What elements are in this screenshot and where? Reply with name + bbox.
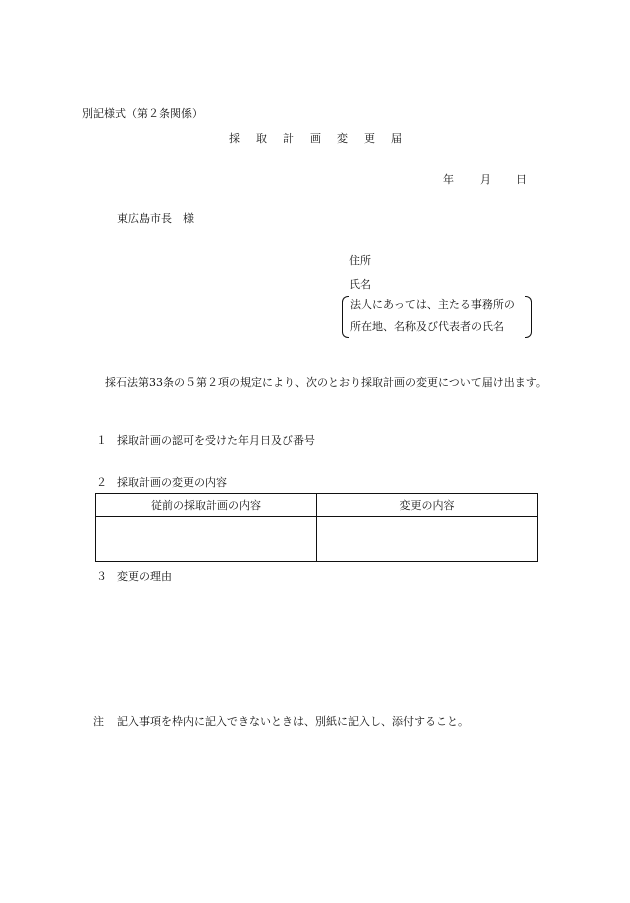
item-label: 変更の理由	[117, 570, 172, 583]
recipient: 東広島市長 様	[117, 212, 194, 225]
column-header-changed: 変更の内容	[317, 494, 538, 517]
cell-changed-content[interactable]	[317, 517, 538, 562]
address-label: 住所	[349, 254, 371, 267]
date-line	[443, 173, 527, 186]
date-day-label: 日	[516, 173, 527, 186]
corporate-note-bracket	[342, 296, 532, 338]
table-header-row	[96, 494, 538, 517]
corporate-note-line1: 法人にあっては、主たる事務所の	[350, 298, 515, 311]
date-month-label: 月	[480, 173, 491, 186]
name-label: 氏名	[349, 278, 371, 291]
form-reference: 別記様式（第２条関係）	[82, 107, 203, 120]
left-bracket	[342, 296, 349, 338]
item-1	[96, 434, 315, 447]
right-bracket	[525, 296, 532, 338]
item-number: ３	[96, 570, 107, 583]
footnote	[93, 715, 469, 728]
date-year-label: 年	[443, 173, 454, 186]
column-header-previous: 従前の採取計画の内容	[96, 494, 317, 517]
footnote-text: 記入事項を枠内に記入できないときは、別紙に記入し、添付すること。	[117, 715, 469, 728]
cell-previous-content[interactable]	[96, 517, 317, 562]
item-3	[96, 570, 172, 583]
item-2	[96, 476, 227, 489]
corporate-note-line2: 所在地、名称及び代表者の氏名	[350, 320, 504, 333]
item-number: １	[96, 434, 107, 447]
item-label: 採取計画の変更の内容	[117, 476, 227, 489]
item-label: 採取計画の認可を受けた年月日及び番号	[117, 434, 315, 447]
body-paragraph: 採石法第33条の５第２項の規定により、次のとおり採取計画の変更について届け出ます。	[105, 376, 547, 389]
changes-table	[95, 493, 538, 562]
page-title: 採取計画変更届	[229, 132, 418, 145]
item-number: ２	[96, 476, 107, 489]
table-row	[96, 517, 538, 562]
footnote-label: 注	[93, 715, 104, 728]
